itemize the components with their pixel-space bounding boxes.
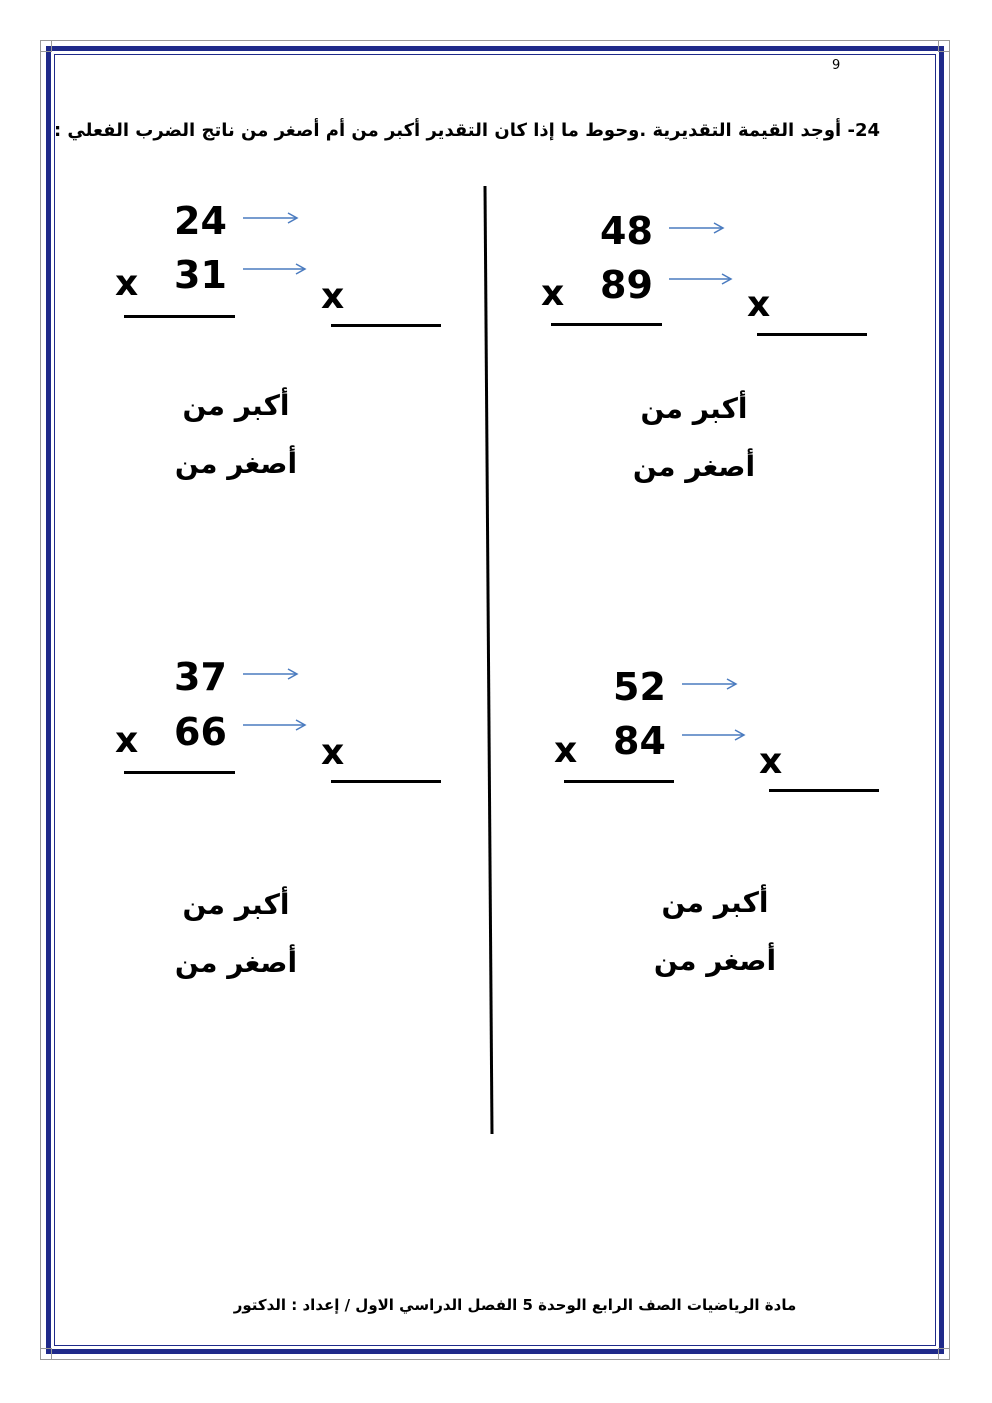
multiply-sign: x xyxy=(115,263,139,304)
greater-than-option[interactable]: أكبر من xyxy=(640,392,748,425)
arrow-right-icon xyxy=(668,271,736,287)
bottom-factor: 89 xyxy=(600,263,653,307)
bottom-factor: 31 xyxy=(174,253,227,297)
arrow-right-icon xyxy=(242,210,302,226)
estimate-multiply-sign: x xyxy=(321,276,345,317)
top-factor: 24 xyxy=(174,199,227,243)
multiply-sign: x xyxy=(541,273,565,314)
question-text: 24- أوجد القيمة التقديرية .وحوط ما إذا كان التقدير أكبر من أم أصغر من ناتج الضرب الفعلي : xyxy=(53,120,880,141)
arrow-right-icon xyxy=(242,717,310,733)
answer-line xyxy=(551,323,662,326)
footer-text: مادة الرياضيات الصف الرابع الوحدة 5 الفصل الدراسي الاول / إعداد : الدكتور xyxy=(233,1296,797,1314)
arrow-right-icon xyxy=(668,220,728,236)
estimate-answer-line[interactable] xyxy=(331,324,441,327)
greater-than-option[interactable]: أكبر من xyxy=(661,886,769,919)
answer-line xyxy=(124,315,235,318)
estimate-multiply-sign: x xyxy=(321,732,345,773)
estimate-multiply-sign: x xyxy=(747,284,771,325)
less-than-option[interactable]: أصغر من xyxy=(632,450,756,483)
top-factor: 37 xyxy=(174,655,227,699)
estimate-multiply-sign: x xyxy=(759,741,783,782)
top-factor: 48 xyxy=(600,209,653,253)
page-number: 9 xyxy=(832,58,841,73)
answer-line xyxy=(564,780,674,783)
bottom-factor: 84 xyxy=(613,719,666,763)
multiply-sign: x xyxy=(554,730,578,771)
arrow-right-icon xyxy=(242,666,302,682)
bottom-factor: 66 xyxy=(174,710,227,754)
top-factor: 52 xyxy=(613,665,666,709)
greater-than-option[interactable]: أكبر من xyxy=(182,389,290,422)
estimate-answer-line[interactable] xyxy=(769,789,879,792)
estimate-answer-line[interactable] xyxy=(331,780,441,783)
less-than-option[interactable]: أصغر من xyxy=(174,447,298,480)
arrow-right-icon xyxy=(242,261,310,277)
multiply-sign: x xyxy=(115,720,139,761)
arrow-right-icon xyxy=(681,727,749,743)
less-than-option[interactable]: أصغر من xyxy=(174,946,298,979)
answer-line xyxy=(124,771,235,774)
less-than-option[interactable]: أصغر من xyxy=(653,944,777,977)
estimate-answer-line[interactable] xyxy=(757,333,867,336)
greater-than-option[interactable]: أكبر من xyxy=(182,888,290,921)
arrow-right-icon xyxy=(681,676,741,692)
